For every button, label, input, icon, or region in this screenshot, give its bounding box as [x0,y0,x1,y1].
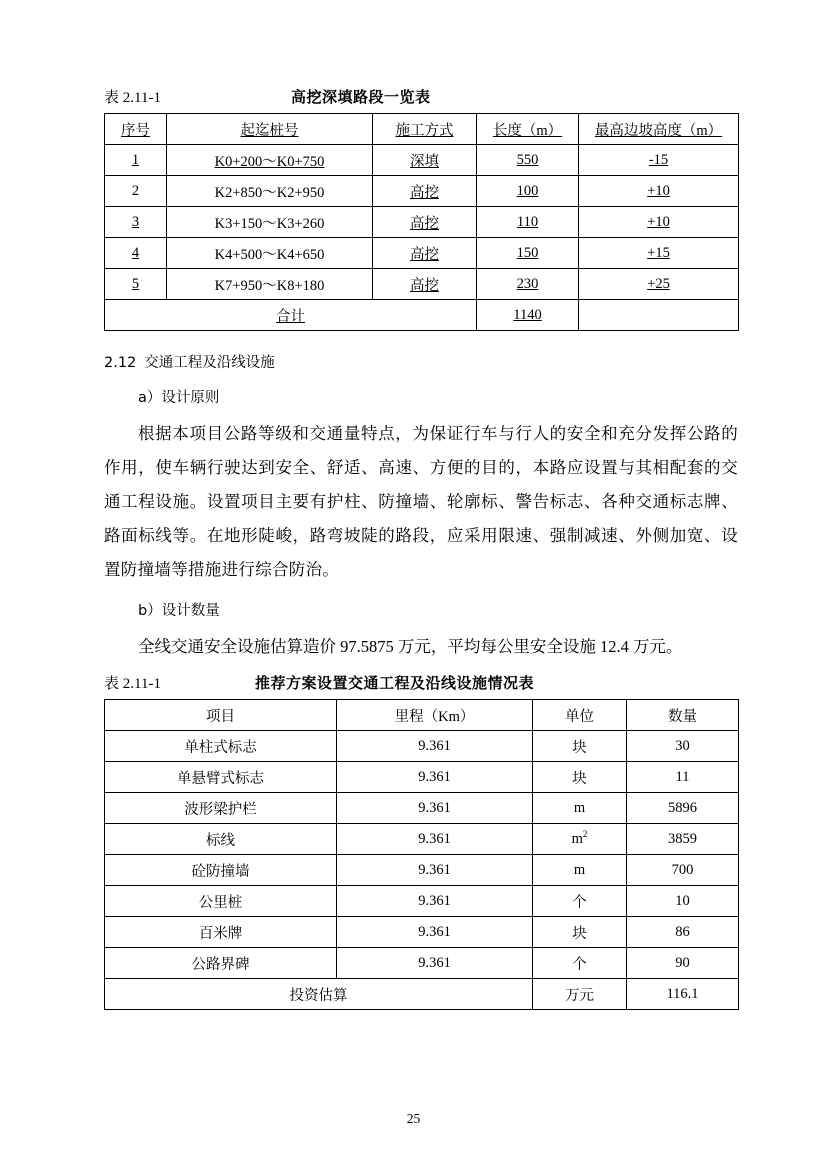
table1-cell [579,269,739,300]
traffic-facilities-table [104,699,739,1010]
table1-cell [167,238,373,269]
cell-text: 块 [572,770,587,787]
table-row [105,269,739,300]
table-row [105,917,739,948]
cell-text: $m^2$ [571,829,588,848]
subsection-b-heading: b）设计数量 [138,603,220,619]
table1-cell [477,269,579,300]
table2-cell [105,762,337,793]
table1-cell [477,207,579,238]
cell-text: 项目 [206,708,235,725]
cell-text: 波形梁护栏 [184,801,257,818]
table2-cell [105,793,337,824]
table2-cell [627,793,739,824]
table2-header-cell [105,700,337,731]
table1-header-cell [167,114,373,145]
cell-text: 最高边坡高度（m） [594,122,723,139]
cell-text: 90 [675,954,690,971]
table-row [105,824,739,855]
cell-text: +10 [647,182,670,199]
table-row [105,238,739,269]
table1-cell [579,176,739,207]
table1-cell [167,207,373,238]
cell-text: 9.361 [418,954,451,971]
cell-text: 起迄桩号 [240,122,299,139]
page-content [104,86,738,1010]
table2-cell [533,855,627,886]
table2-cell [105,855,337,886]
cell-text: 5 [131,275,140,292]
cell-text: 9.361 [418,830,451,847]
table2-header-cell [627,700,739,731]
section-number: 2.12 [104,355,137,371]
table1-cell [373,176,477,207]
cell-text: 百米牌 [198,925,243,942]
table2-cell [533,762,627,793]
cell-text: 9.361 [418,892,451,909]
table-row-total [105,300,739,331]
cell-text: 个 [572,894,587,911]
paragraph-a: 根据本项目公路等级和交通量特点，为保证行车与行人的安全和充分发挥公路的作用，使车辆行驶达到安全、舒适、高速、方便的目的，本路应设置与其相配套的交通工程设施。设置项目主要有护柱、防撞墙、轮廓标、警告标志、各种交通标志牌、路面标线等。在地形陡峻，路弯坡陡的路段，应采用限速、强制减速、外侧加宽、设置防撞墙等措施进行综合防治。 [104,424,738,579]
cell-text: K2+850～K2+950 [214,184,325,201]
cell-text: 块 [572,925,587,942]
cell-text: 序号 [121,122,150,139]
table2-cell [105,731,337,762]
table1-label: 表 2.11-1 [104,90,161,106]
cell-text: 10 [675,892,690,909]
section-title: 交通工程及沿线设施 [144,355,275,371]
cell-text: 2 [131,182,140,199]
table-row [105,762,739,793]
table2-cell [105,824,337,855]
table2-cell [337,948,533,979]
cell-text: 9.361 [418,737,451,754]
cell-text: K4+500～K4+650 [214,246,325,263]
cell-text: 1 [131,151,140,168]
high-cut-deep-fill-table [104,113,739,331]
table2-label: 表 2.11-1 [104,676,161,692]
cell-text: 单位 [565,708,594,725]
table1-cell [373,145,477,176]
table2-cell [533,793,627,824]
paragraph-b: 全线交通安全设施估算造价 97.5875 万元，平均每公里安全设施 12.4 万元。 [138,637,683,656]
cell-text: +25 [647,275,670,292]
table1-cell [105,145,167,176]
table-row [105,700,739,731]
table1-header-cell [373,114,477,145]
table1-cell [105,238,167,269]
table1-title: 高挖深填路段一览表 [290,88,431,106]
cell-text: 1140 [513,306,542,323]
table1-cell [167,269,373,300]
table1-header-cell [477,114,579,145]
cell-text: 9.361 [418,768,451,785]
table2-cell [627,731,739,762]
table1-cell [477,176,579,207]
table1-cell [579,238,739,269]
table1-header-cell [579,114,739,145]
table2-cell [337,824,533,855]
table2-footer-label [105,979,533,1010]
table2-cell [105,948,337,979]
cell-text: 3 [131,213,140,230]
cell-text: 110 [516,213,539,230]
table1-cell [579,207,739,238]
cell-text: 230 [516,275,539,292]
table2-cell [627,886,739,917]
table2-cell [337,793,533,824]
table-row [105,731,739,762]
table2-cell [337,762,533,793]
cell-text: 单柱式标志 [184,739,257,756]
table1-cell [373,269,477,300]
cell-text: 高挖 [410,246,439,263]
cell-text: 9.361 [418,861,451,878]
cell-text: 数量 [668,708,697,725]
cell-text: 公路界碑 [191,956,250,973]
cell-text: 550 [516,151,539,168]
cell-text: 100 [516,182,539,199]
cell-text: K7+950～K8+180 [214,277,325,294]
table-row [105,793,739,824]
cell-text: 700 [671,861,694,878]
cell-text: +10 [647,213,670,230]
table2-cell [337,855,533,886]
cell-text: 深填 [410,153,439,170]
table1-cell [105,269,167,300]
table-row [105,207,739,238]
table2-header-cell [337,700,533,731]
table1-caption [104,86,738,107]
cell-text: -15 [648,151,669,168]
table2-caption [104,672,738,693]
table-row [105,855,739,886]
table2-cell [533,731,627,762]
cell-text: 单悬臂式标志 [177,770,264,787]
cell-text: K0+200～K0+750 [214,153,325,170]
table-row-footer [105,979,739,1010]
cell-text: 高挖 [410,215,439,232]
cell-text: m [573,861,586,878]
table2-cell [627,855,739,886]
table1-total-value [477,300,579,331]
table2-cell [627,762,739,793]
cell-text: 投资估算 [289,987,348,1004]
table2-footer-value [627,979,739,1010]
table2-cell [533,917,627,948]
table1-cell [167,145,373,176]
cell-text: 砼防撞墙 [191,863,250,880]
cell-text: 9.361 [418,799,451,816]
table1-total-blank [579,300,739,331]
table2-cell [337,731,533,762]
table1-cell [579,145,739,176]
cell-text: 标线 [206,832,235,849]
table1-cell [477,238,579,269]
cell-text: 公里桩 [198,894,243,911]
cell-text: 高挖 [410,184,439,201]
cell-text: 施工方式 [395,122,454,139]
table2-footer-unit [533,979,627,1010]
table1-cell [373,238,477,269]
table2-cell [627,917,739,948]
table-row [105,114,739,145]
table1-cell [373,207,477,238]
table1-cell [477,145,579,176]
cell-text: 长度（m） [492,122,563,139]
cell-text: 86 [675,923,690,940]
table-row [105,886,739,917]
cell-text: 高挖 [410,277,439,294]
table2-cell-unit [533,824,627,855]
cell-text: 万元 [565,987,594,1004]
cell-text: 里程（Km） [394,708,475,725]
table2-title: 推荐方案设置交通工程及沿线设施情况表 [254,674,534,692]
table2-cell [533,948,627,979]
cell-text: +15 [647,244,670,261]
cell-text: 4 [131,244,140,261]
section-heading [104,351,738,372]
cell-text: 3859 [668,830,697,847]
table2-cell [337,886,533,917]
table1-cell [105,207,167,238]
cell-text: m [573,799,586,816]
cell-text: 11 [675,768,690,785]
table1-total-label [105,300,477,331]
table2-cell [627,948,739,979]
cell-text: 9.361 [418,923,451,940]
table1-cell [167,176,373,207]
table2-cell [337,917,533,948]
table2-cell [533,886,627,917]
subsection-a-heading: a）设计原则 [138,390,220,406]
cell-text: K3+150～K3+260 [214,215,325,232]
cell-text: 30 [675,737,690,754]
cell-text: 150 [516,244,539,261]
cell-text: 5896 [668,799,697,816]
table2-cell [105,886,337,917]
cell-text: 个 [572,956,587,973]
table2-cell [105,917,337,948]
table2-cell [627,824,739,855]
table-row [105,176,739,207]
cell-text: 块 [572,739,587,756]
table1-cell [105,176,167,207]
page-number: 25 [406,1111,421,1126]
table-row [105,145,739,176]
table2-header-cell [533,700,627,731]
table-row [105,948,739,979]
cell-text: 合计 [276,308,305,325]
table1-header-cell [105,114,167,145]
cell-text: 116.1 [666,985,699,1002]
